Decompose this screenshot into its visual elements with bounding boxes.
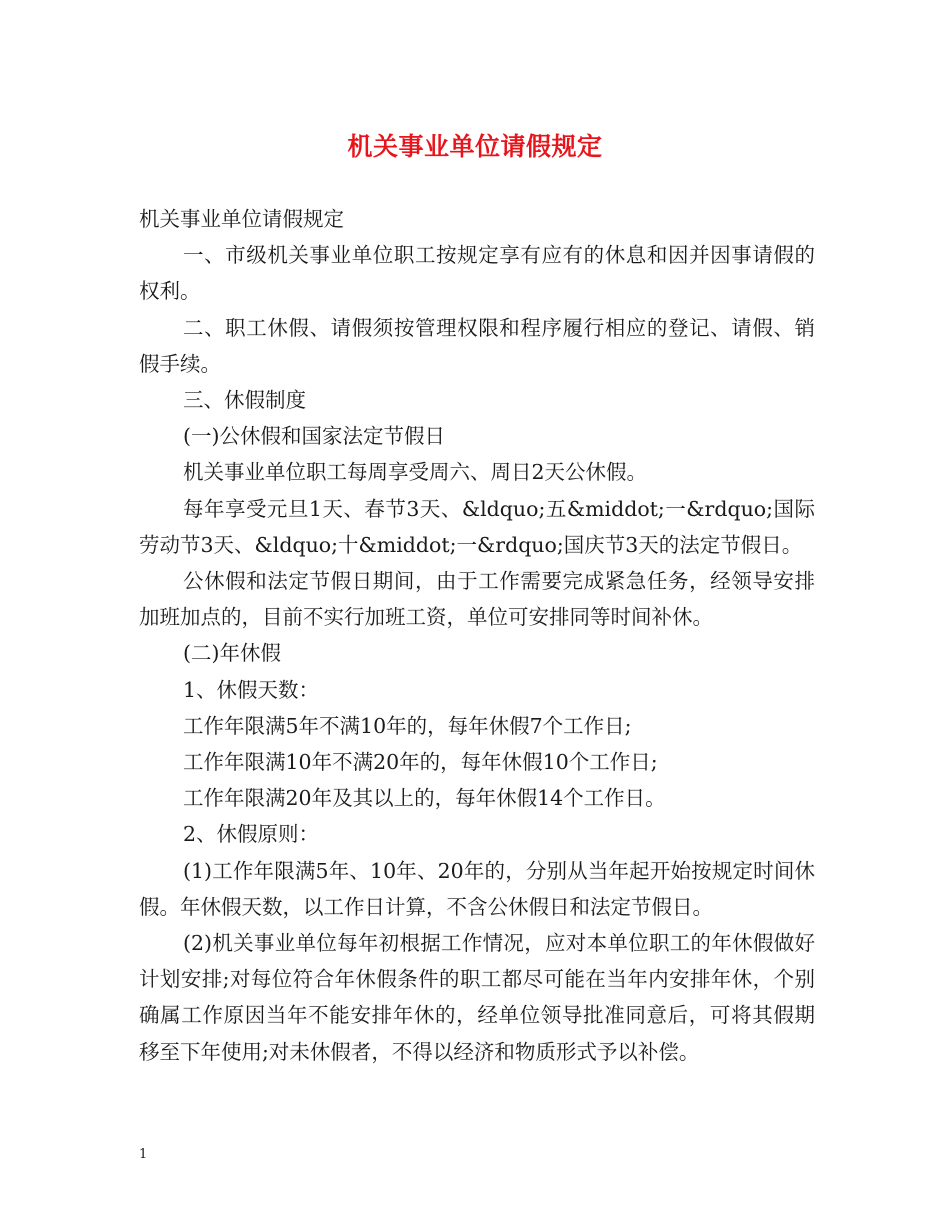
document-title: 机关事业单位请假规定 [347, 132, 603, 161]
paragraph-rule-2: 二、职工休假、请假须按管理权限和程序履行相应的登记、请假、销假手续。 [139, 315, 815, 376]
paragraph-overtime-compensation: 公休假和法定节假日期间，由于工作需要完成紧急任务，经领导安排加班加点的，目前不实行加班工资，单位可安排同等时间补休。 [139, 569, 815, 630]
paragraph-rule-1: 一、市级机关事业单位职工按规定享有应有的休息和因并因事请假的权利。 [139, 243, 815, 304]
paragraph-principle-1: (1)工作年限满5年、10年、20年的，分别从当年起开始按规定时间休假。年休假天数，以工作日计算，不含公休假日和法定节假日。 [139, 858, 815, 919]
section-heading-leave-system: 三、休假制度 [183, 388, 306, 413]
paragraph-heading: 机关事业单位请假规定 [139, 207, 344, 231]
list-item-20-plus-years: 工作年限满20年及其以上的，每年休假14个工作日。 [183, 786, 666, 811]
subsection-heading-public-holidays: (一)公休假和国家法定节假日 [183, 424, 445, 449]
item-heading-leave-principles: 2、休假原则： [183, 822, 320, 847]
paragraph-principle-2: (2)机关事业单位每年初根据工作情况，应对本单位职工的年休假做好计划安排;对每位符合年休假条件的职工都尽可能在当年内安排年休，个别确属工作原因当年不能安排年休的，经单位领导批准同意后，可将其假期移至下年使用;对未休假者，不得以经济和物质形式予以补偿。 [139, 931, 815, 1064]
list-item-10-to-20-years: 工作年限满10年不满20年的，每年休假10个工作日; [183, 750, 658, 775]
paragraph-weekend-rest: 机关事业单位职工每周享受周六、周日2天公休假。 [183, 460, 648, 485]
list-item-5-to-10-years: 工作年限满5年不满10年的，每年休假7个工作日; [183, 713, 632, 738]
page-number: 1 [139, 1147, 148, 1162]
subsection-heading-annual-leave: (二)年休假 [183, 641, 281, 666]
document-body [139, 201, 815, 1070]
item-heading-leave-days: 1、休假天数： [183, 677, 320, 702]
paragraph-statutory-holidays: 每年享受元旦1天、春节3天、&ldquo;五&middot;一&rdquo;国际劳动节3天、&ldquo;十&middot;一&rdquo;国庆节3天的法定节假日。 [139, 496, 815, 557]
